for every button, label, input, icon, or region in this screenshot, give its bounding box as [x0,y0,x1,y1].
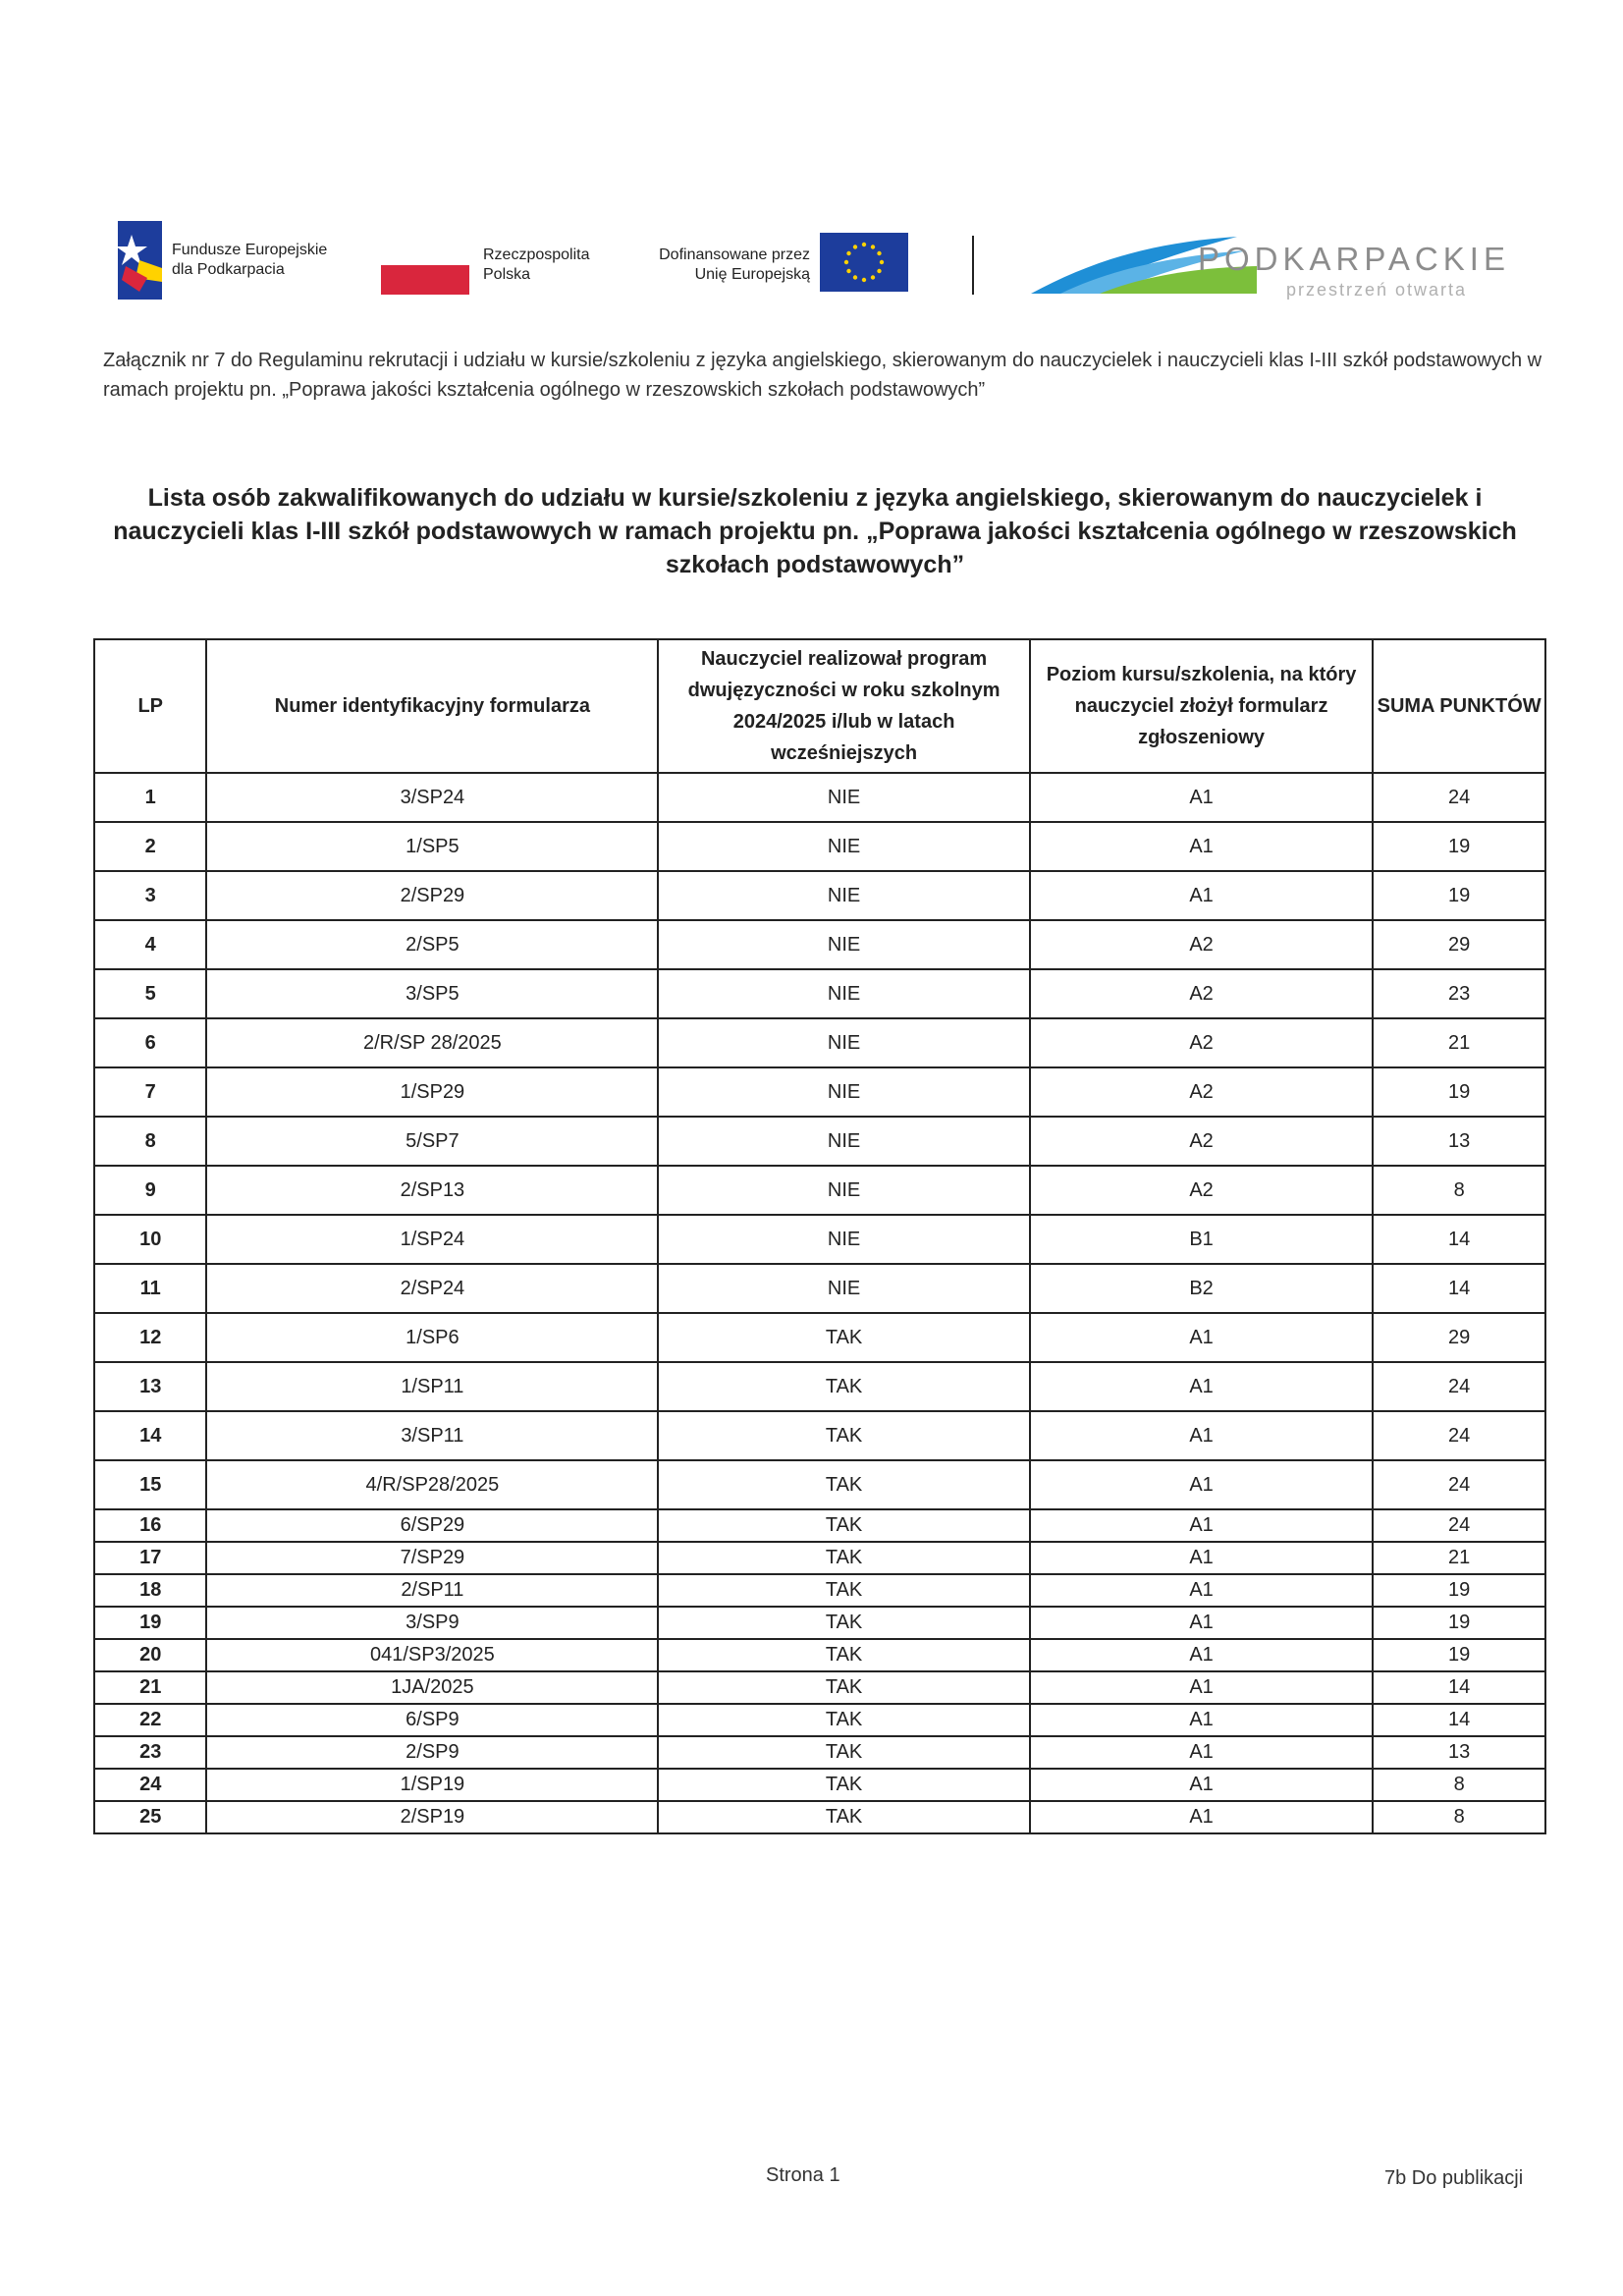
cell-lp: 1 [94,773,206,822]
cell-course-level: A1 [1030,1411,1373,1460]
fundusze-europejskie-label [172,241,327,280]
table-row [94,871,1545,920]
cell-points: 29 [1373,920,1545,969]
podkarpackie-name: PODKARPACKIE [1198,241,1510,277]
cell-lp: 22 [94,1704,206,1736]
cell-points: 19 [1373,822,1545,871]
cell-lp: 16 [94,1509,206,1542]
cell-lp: 19 [94,1607,206,1639]
cell-points: 24 [1373,1411,1545,1460]
cell-bilingual: TAK [658,1411,1030,1460]
cell-points: 21 [1373,1542,1545,1574]
cell-bilingual: NIE [658,1018,1030,1067]
table-row [94,1067,1545,1117]
header-lp: LP [94,639,206,773]
cell-form-id: 041/SP3/2025 [206,1639,658,1671]
cell-form-id: 3/SP24 [206,773,658,822]
cell-form-id: 2/SP24 [206,1264,658,1313]
cell-points: 19 [1373,1067,1545,1117]
eu-line-1: Dofinansowane przez [659,246,810,263]
cell-form-id: 6/SP29 [206,1509,658,1542]
cell-form-id: 1/SP29 [206,1067,658,1117]
polish-flag-icon [381,265,469,295]
cell-course-level: A1 [1030,1801,1373,1833]
cell-course-level: A1 [1030,1671,1373,1704]
cell-lp: 21 [94,1671,206,1704]
table-row [94,1769,1545,1801]
cell-course-level: A2 [1030,1166,1373,1215]
cell-course-level: A2 [1030,920,1373,969]
cell-points: 8 [1373,1769,1545,1801]
cell-course-level: A1 [1030,1542,1373,1574]
header-bilingual: Nauczyciel realizował program dwujęzyczności w roku szkolnym 2024/2025 i/lub w latach wcześniejszych [658,639,1030,773]
cell-course-level: A2 [1030,1067,1373,1117]
table-row [94,1509,1545,1542]
cell-course-level: A1 [1030,822,1373,871]
cell-points: 8 [1373,1166,1545,1215]
cell-course-level: A2 [1030,1117,1373,1166]
cell-lp: 2 [94,822,206,871]
qualified-list-table [93,638,1546,1834]
cell-bilingual: TAK [658,1542,1030,1574]
cell-bilingual: NIE [658,1215,1030,1264]
cell-bilingual: TAK [658,1671,1030,1704]
document-heading: Lista osób zakwalifikowanych do udziału w kursie/szkoleniu z języka angielskiego, skierowanym do nauczycielek i nauczycieli klas I-III szkół podstawowych w ramach projektu pn. „Poprawa jakości kształcenia ogólnego w rzeszowskich szkołach podstawowych” [113,484,1517,578]
table-row [94,822,1545,871]
cell-lp: 12 [94,1313,206,1362]
cell-bilingual: NIE [658,1067,1030,1117]
cell-bilingual: NIE [658,1117,1030,1166]
table-row [94,1313,1545,1362]
cell-form-id: 3/SP11 [206,1411,658,1460]
cell-lp: 17 [94,1542,206,1574]
table-row [94,1411,1545,1460]
cell-lp: 13 [94,1362,206,1411]
cell-lp: 4 [94,920,206,969]
cell-form-id: 1JA/2025 [206,1671,658,1704]
cell-bilingual: TAK [658,1704,1030,1736]
logo-separator [972,236,974,295]
cell-lp: 10 [94,1215,206,1264]
fe-line-1: Fundusze Europejskie [172,242,328,258]
cell-course-level: A1 [1030,1736,1373,1769]
cell-form-id: 4/R/SP28/2025 [206,1460,658,1509]
cell-course-level: B1 [1030,1215,1373,1264]
cell-bilingual: NIE [658,871,1030,920]
cell-bilingual: TAK [658,1607,1030,1639]
cell-lp: 9 [94,1166,206,1215]
podkarpackie-tagline: przestrzeń otwarta [1286,280,1468,300]
cell-bilingual: TAK [658,1639,1030,1671]
cell-lp: 18 [94,1574,206,1607]
cell-points: 14 [1373,1671,1545,1704]
fe-line-2: dla Podkarpacia [172,261,285,278]
cell-lp: 15 [94,1460,206,1509]
table-row [94,1117,1545,1166]
cell-course-level: A1 [1030,1704,1373,1736]
table-row [94,1166,1545,1215]
cell-course-level: A1 [1030,871,1373,920]
cell-course-level: A2 [1030,1018,1373,1067]
cell-points: 19 [1373,1574,1545,1607]
cell-points: 19 [1373,1607,1545,1639]
cell-points: 19 [1373,1639,1545,1671]
eu-flag-icon [820,233,908,292]
cell-form-id: 2/SP29 [206,871,658,920]
cell-bilingual: NIE [658,822,1030,871]
cell-points: 19 [1373,871,1545,920]
cell-form-id: 6/SP9 [206,1704,658,1736]
cell-bilingual: NIE [658,1166,1030,1215]
cell-course-level: A1 [1030,1460,1373,1509]
header-course-level: Poziom kursu/szkolenia, na który nauczyciel złożył formularz zgłoszeniowy [1030,639,1373,773]
cell-form-id: 2/SP11 [206,1574,658,1607]
table-row [94,1215,1545,1264]
cell-points: 13 [1373,1117,1545,1166]
table-row [94,1362,1545,1411]
annex-note: Załącznik nr 7 do Regulaminu rekrutacji i udziału w kursie/szkoleniu z języka angielskiego, skierowanym do nauczycielek i nauczycieli klas I-III szkół podstawowych w ramach projektu pn. „Poprawa jakości kształcenia ogólnego w rzeszowskich szkołach podstawowych” [103,350,1542,401]
table-row [94,1736,1545,1769]
publication-note: 7b Do publikacji [1384,2167,1524,2189]
cell-bilingual: TAK [658,1460,1030,1509]
cell-form-id: 1/SP19 [206,1769,658,1801]
cell-course-level: A1 [1030,1362,1373,1411]
cell-course-level: A1 [1030,1639,1373,1671]
cell-form-id: 1/SP5 [206,822,658,871]
cell-lp: 3 [94,871,206,920]
cell-points: 14 [1373,1704,1545,1736]
cell-bilingual: TAK [658,1801,1030,1833]
table-row [94,1018,1545,1067]
cell-form-id: 5/SP7 [206,1117,658,1166]
eu-funding-label [638,246,810,285]
table-row [94,1460,1545,1509]
rzeczpospolita-label [483,246,590,285]
cell-course-level: A1 [1030,1769,1373,1801]
cell-bilingual: NIE [658,920,1030,969]
cell-points: 23 [1373,969,1545,1018]
cell-lp: 14 [94,1411,206,1460]
cell-course-level: A1 [1030,1313,1373,1362]
cell-form-id: 2/SP13 [206,1166,658,1215]
cell-lp: 11 [94,1264,206,1313]
table-row [94,1704,1545,1736]
cell-course-level: A1 [1030,773,1373,822]
cell-points: 21 [1373,1018,1545,1067]
pl-line-2: Polska [483,266,531,283]
table-row [94,1671,1545,1704]
table-row [94,969,1545,1018]
cell-lp: 7 [94,1067,206,1117]
eu-line-2: Unię Europejską [694,266,810,283]
page-number: Strona 1 [766,2164,840,2186]
cell-lp: 8 [94,1117,206,1166]
cell-bilingual: TAK [658,1574,1030,1607]
cell-points: 24 [1373,1362,1545,1411]
cell-bilingual: TAK [658,1362,1030,1411]
cell-points: 14 [1373,1264,1545,1313]
table-body [94,773,1545,1833]
cell-bilingual: TAK [658,1509,1030,1542]
header-points: SUMA PUNKTÓW [1373,639,1545,773]
cell-points: 13 [1373,1736,1545,1769]
table-row [94,1574,1545,1607]
cell-bilingual: NIE [658,969,1030,1018]
table-row [94,1264,1545,1313]
table-row [94,773,1545,822]
cell-course-level: A1 [1030,1574,1373,1607]
cell-bilingual: TAK [658,1769,1030,1801]
table-row [94,1639,1545,1671]
cell-form-id: 3/SP5 [206,969,658,1018]
cell-bilingual: NIE [658,773,1030,822]
cell-lp: 5 [94,969,206,1018]
cell-lp: 20 [94,1639,206,1671]
table-row [94,1801,1545,1833]
table-row [94,1542,1545,1574]
cell-lp: 25 [94,1801,206,1833]
cell-course-level: A1 [1030,1509,1373,1542]
cell-course-level: A2 [1030,969,1373,1018]
cell-lp: 23 [94,1736,206,1769]
cell-form-id: 1/SP6 [206,1313,658,1362]
cell-form-id: 2/SP9 [206,1736,658,1769]
cell-bilingual: TAK [658,1736,1030,1769]
header-form-id: Numer identyfikacyjny formularza [206,639,658,773]
cell-form-id: 2/SP19 [206,1801,658,1833]
cell-points: 14 [1373,1215,1545,1264]
cell-form-id: 2/R/SP 28/2025 [206,1018,658,1067]
cell-form-id: 7/SP29 [206,1542,658,1574]
cell-form-id: 3/SP9 [206,1607,658,1639]
table-row [94,920,1545,969]
cell-points: 29 [1373,1313,1545,1362]
cell-points: 8 [1373,1801,1545,1833]
cell-form-id: 2/SP5 [206,920,658,969]
cell-lp: 24 [94,1769,206,1801]
table-row [94,1607,1545,1639]
cell-course-level: B2 [1030,1264,1373,1313]
cell-form-id: 1/SP11 [206,1362,658,1411]
pl-line-1: Rzeczpospolita [483,246,590,263]
fundusze-europejskie-logo-icon [118,221,162,300]
cell-form-id: 1/SP24 [206,1215,658,1264]
cell-bilingual: NIE [658,1264,1030,1313]
cell-points: 24 [1373,1460,1545,1509]
cell-bilingual: TAK [658,1313,1030,1362]
table-header-row [94,639,1545,773]
logo-bar [118,221,1542,319]
cell-lp: 6 [94,1018,206,1067]
cell-course-level: A1 [1030,1607,1373,1639]
cell-points: 24 [1373,1509,1545,1542]
cell-points: 24 [1373,773,1545,822]
